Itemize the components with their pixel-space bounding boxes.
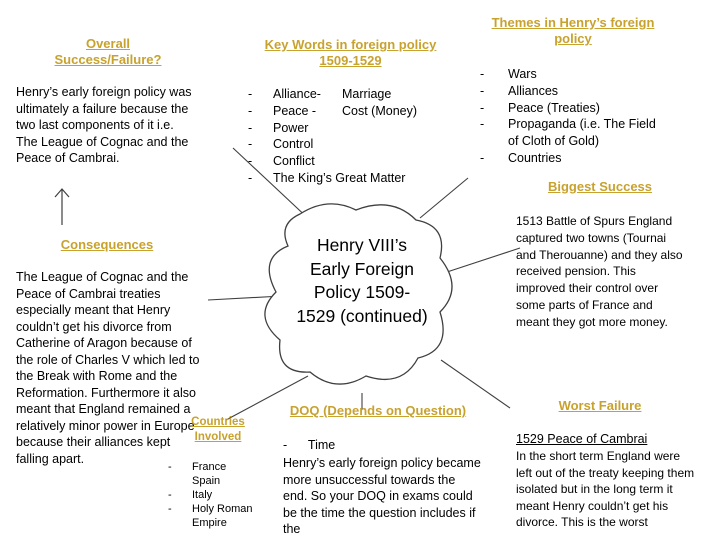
consequences-text: The League of Cognac and the Peace of Cambrai treaties especially meant that Henry couldn’t get his divorce from Catherine of Aragon because of the role of Charles V which led to the Break with Rome and the Reformation. Furthermore it also meant that England remained a relatively minor power in Europe because their alliances kept falling apart. [16,270,200,466]
kw-item: Peace - [273,103,317,118]
theme-item: - Wars [480,67,537,81]
overall-heading: Overall Success/Failure? [54,36,162,67]
theme-item: - Peace (Treaties) [480,100,600,115]
theme-item: - Propaganda (i.e. The Field of Cloth of Gold) [480,117,656,149]
kw-item: Marriage [342,87,392,101]
country-item: Spain [192,475,221,487]
kw-item: Cost (Money) [342,103,418,118]
key-words-col2 [342,86,442,120]
kw-item: Control [273,137,314,152]
kw-item: Power [273,120,309,135]
countries-heading: Countries Involved [191,416,245,443]
doq-label: Time [307,438,336,452]
kw-item: Alliance- [273,87,321,101]
kw-dash: - [248,87,253,101]
key-words-dashes [248,86,268,187]
themes-heading: Themes in Henry’s foreign policy [491,15,655,46]
kw-dash: - [248,170,253,185]
theme-item: - Countries [480,150,562,165]
doq-text: Henry’s early foreign policy became more unsuccessful towards the end. So your DOQ in exams could be the time the question includes if the [283,456,481,536]
doq-dash: - [283,438,288,452]
worst-failure-text: In the short term England were left out of the treaty keeping them isolated but in the long term it meant Henry couldn’t get his divorce. This is the worst [516,449,695,529]
worst-failure-title: 1529 Peace of Cambrai [516,432,648,446]
country-item: - Holy Roman Empire [168,503,253,529]
countries-list [168,460,268,530]
central-topic-title: Henry VIII’s Early Foreign Policy 1509-1529 (continued) [296,235,428,326]
country-item: - Italy [168,489,213,501]
kw-item: The King’s Great Matter [273,170,406,185]
line-worst-failure [441,360,510,408]
biggest-success-text: 1513 Battle of Spurs England captured two towns (Tournai and Therouanne) and they also received pension. This improved their control over some parts of France and meant they got more money. [516,214,683,329]
kw-dash: - [248,154,253,169]
overall-text: Henry’s early foreign policy was ultimately a failure because the two last components of it i.e. The League of Cognac and the Peace of Cambrai. [16,85,192,165]
country-item: - France [168,461,227,473]
key-words-heading: Key Words in foreign policy 1509-1529 [264,37,437,68]
kw-dash: - [248,137,253,152]
theme-item: - Alliances [480,83,559,98]
consequences-heading: Consequences [60,237,154,252]
worst-failure-heading: Worst Failure [558,398,642,413]
line-biggest-success [447,248,520,272]
kw-dash: - [248,103,253,118]
kw-dash: - [248,120,253,135]
biggest-success-heading: Biggest Success [547,179,653,194]
doq-label-row [283,437,483,454]
doq-heading: DOQ (Depends on Question) [289,403,467,418]
kw-item: Conflict [273,154,315,169]
themes-list [480,66,680,167]
